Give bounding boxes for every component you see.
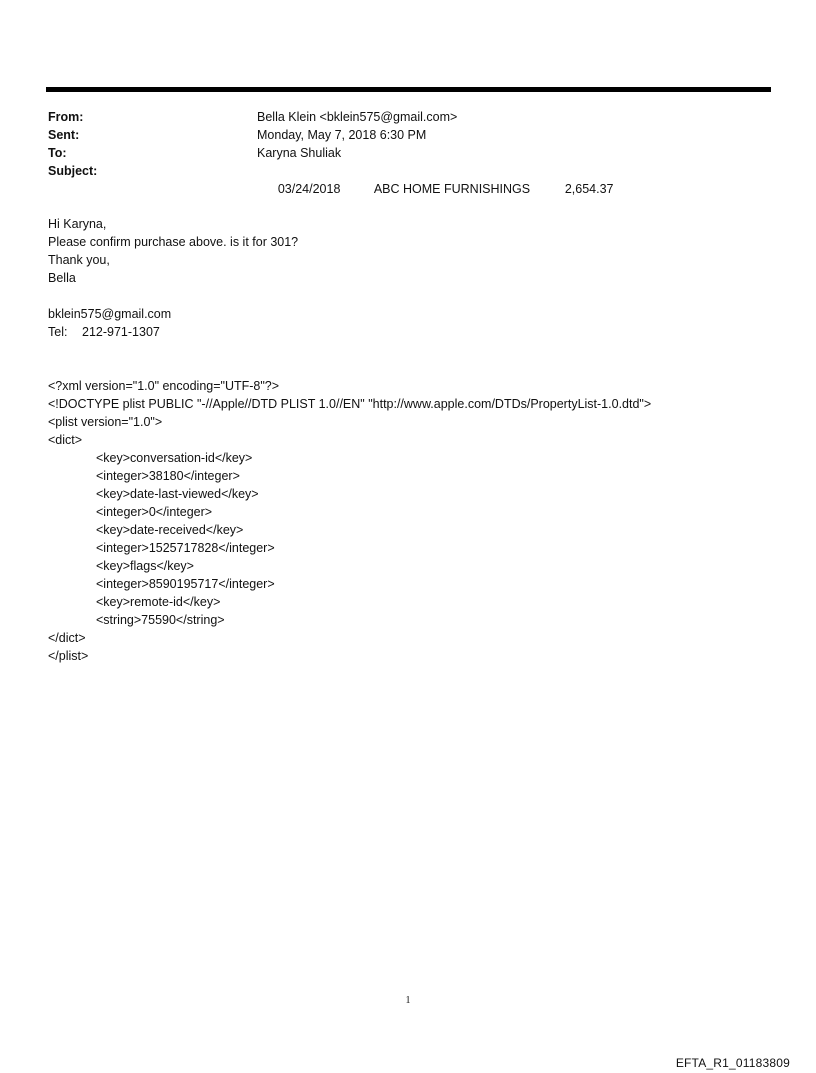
tel-label: Tel: bbox=[48, 325, 68, 339]
xml-line: <integer>0</integer> bbox=[96, 505, 213, 519]
sent-row bbox=[48, 126, 614, 144]
from-value: Bella Klein <bklein575@gmail.com> bbox=[257, 110, 458, 124]
header-rule bbox=[46, 87, 771, 92]
tel-value: 212-971-1307 bbox=[82, 325, 160, 339]
sent-label: Sent: bbox=[48, 128, 80, 142]
body-line: Please confirm purchase above. is it for 301? bbox=[48, 235, 299, 249]
email-header bbox=[48, 108, 614, 196]
xml-line: <key>remote-id</key> bbox=[96, 595, 221, 609]
xml-line: <integer>38180</integer> bbox=[96, 469, 240, 483]
message-body bbox=[48, 215, 298, 287]
from-row bbox=[48, 108, 614, 126]
subject-amount: 2,654.37 bbox=[564, 182, 614, 196]
xml-line: <key>date-last-viewed</key> bbox=[96, 487, 259, 501]
xml-line: <key>date-received</key> bbox=[96, 523, 244, 537]
to-label: To: bbox=[48, 146, 67, 160]
xml-line: <plist version="1.0"> bbox=[48, 415, 163, 429]
signature-email: bklein575@gmail.com bbox=[48, 307, 172, 321]
subject-date: 03/24/2018 bbox=[277, 182, 341, 196]
xml-line: <!DOCTYPE plist PUBLIC "-//Apple//DTD PLIST 1.0//EN" "http://www.apple.com/DTDs/PropertyList-1.0.dtd"> bbox=[48, 397, 652, 411]
body-line: Bella bbox=[48, 271, 76, 285]
body-line: Thank you, bbox=[48, 253, 110, 267]
xml-line: <integer>8590195717</integer> bbox=[96, 577, 275, 591]
to-value: Karyna Shuliak bbox=[257, 146, 342, 160]
subject-label: Subject: bbox=[48, 164, 98, 178]
signature-contact bbox=[48, 305, 171, 341]
sent-value: Monday, May 7, 2018 6:30 PM bbox=[257, 128, 427, 142]
xml-line: <dict> bbox=[48, 433, 83, 447]
body-line: Hi Karyna, bbox=[48, 217, 107, 231]
subject-row bbox=[48, 162, 614, 196]
subject-value bbox=[257, 162, 614, 196]
xml-line: <?xml version="1.0" encoding="UTF-8"?> bbox=[48, 379, 280, 393]
xml-line: </dict> bbox=[48, 631, 86, 645]
page-number: 1 bbox=[405, 995, 411, 1006]
xml-line: <string>75590</string> bbox=[96, 613, 225, 627]
xml-line: <key>conversation-id</key> bbox=[96, 451, 253, 465]
to-row bbox=[48, 144, 614, 162]
xml-line: <key>flags</key> bbox=[96, 559, 194, 573]
bates-number: EFTA_R1_01183809 bbox=[675, 1056, 790, 1070]
from-label: From: bbox=[48, 110, 84, 124]
xml-line: <integer>1525717828</integer> bbox=[96, 541, 275, 555]
plist-xml-block bbox=[48, 377, 651, 665]
subject-vendor: ABC HOME FURNISHINGS bbox=[373, 182, 531, 196]
xml-line: </plist> bbox=[48, 649, 89, 663]
signature-tel bbox=[48, 323, 171, 341]
